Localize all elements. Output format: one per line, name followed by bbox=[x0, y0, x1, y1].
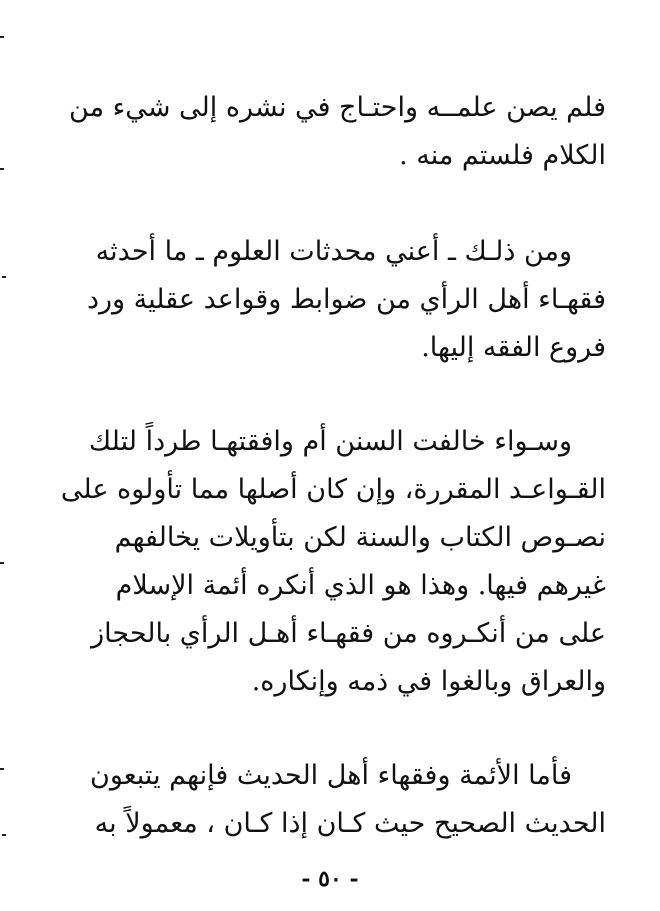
text-line: فروع الفقه إليها. bbox=[421, 332, 606, 363]
paragraph-2 bbox=[86, 228, 606, 372]
paragraph-1 bbox=[69, 84, 606, 180]
page-number: - ٥٠ - bbox=[301, 866, 359, 892]
margin-mark bbox=[2, 834, 6, 836]
margin-mark bbox=[0, 168, 4, 170]
text-line: فقهـاء أهل الرأي من ضوابط وقواعد عقلية ورد bbox=[86, 284, 606, 315]
margin-mark bbox=[2, 276, 6, 278]
text-line: ومن ذلـك ـ أعني محدثات العلوم ـ ما أحدثه bbox=[95, 236, 572, 267]
text-line: الحديث الصحيح حيث كـان إذا كـان ، معمولاً به bbox=[94, 808, 606, 839]
text-line: فلم يصن علمــه واحتـاج في نشره إلى شيء من bbox=[69, 92, 606, 123]
text-line: غيرهم فيها. وهذا هو الذي أنكره أئمة الإسلام bbox=[115, 570, 606, 601]
margin-mark bbox=[0, 768, 4, 770]
text-line: وسـواء خالفت السنن أم وافقتهـا طرداً لتلك bbox=[88, 426, 572, 457]
margin-mark bbox=[0, 562, 4, 564]
text-line: نصـوص الكتاب والسنة لكن بتأويلات يخالفهم bbox=[114, 522, 606, 553]
paragraph-4 bbox=[89, 752, 606, 848]
text-line: والعراق وبالغوا في ذمه وإنكاره. bbox=[251, 666, 606, 697]
text-line: الكلام فلستم منه . bbox=[399, 140, 606, 171]
paragraph-3 bbox=[60, 418, 606, 706]
text-line: القـواعـد المقررة، وإن كان أصلها مما تأولوه على bbox=[60, 474, 606, 505]
margin-mark bbox=[0, 36, 4, 38]
text-line: على من أنكـروه من فقهـاء أهـل الرأي بالحجاز bbox=[91, 618, 606, 649]
text-line: فأما الأئمة وفقهاء أهل الحديث فإنهم يتبعون bbox=[89, 760, 572, 791]
